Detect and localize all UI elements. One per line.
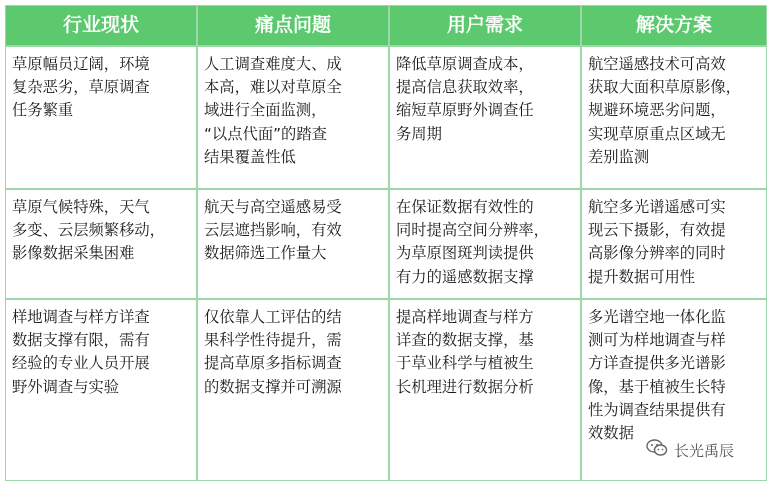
- table-cell: 航空多光谱遥感可实 现云下摄影，有效提 高影像分辨率的同时 提升数据可用性: [588, 198, 726, 286]
- header-user-needs: 用户需求: [390, 6, 580, 45]
- table-cell: 草原幅员辽阔，环境 复杂恶劣，草原调查 任务繁重: [12, 55, 150, 120]
- comparison-table: [5, 5, 767, 481]
- header-solutions: 解决方案: [582, 6, 766, 45]
- table-cell: 人工调查难度大、成 本高，难以对草原全 域进行全面监测， “以点代面”的踏查 结果覆盖性低: [204, 55, 342, 166]
- wechat-icon: [646, 439, 668, 461]
- table-cell: 草原气候特殊，天气 多变、云层频繁移动， 影像数据采集困难: [12, 198, 165, 263]
- table-cell: 仅依靠人工评估的结 果科学性待提升，需 提高草原多指标调查 的数据支撑并可溯源: [204, 308, 342, 396]
- table-cell: 在保证数据有效性的 同时提高空间分辨率， 为草原图斑判读提供 有力的遥感数据支撑: [396, 198, 549, 286]
- table-cell: 降低草原调查成本， 提高信息获取效率， 缩短草原野外调查任 务周期: [396, 55, 534, 143]
- header-pain-points: 痛点问题: [198, 6, 388, 45]
- header-industry-status: 行业现状: [6, 6, 196, 45]
- watermark: [642, 438, 738, 462]
- table-cell: 航天与高空遥感易受 云层遮挡影响，有效 数据筛选工作量大: [204, 198, 342, 263]
- table-cell: 样地调查与样方详查 数据支撑有限，需有 经验的专业人员开展 野外调查与实验: [12, 308, 150, 396]
- watermark-text: 长光禹辰: [673, 441, 734, 460]
- table-cell: 多光谱空地一体化监 测可为样地调查与样 方详查提供多光谱影 像，基于植被生长特 性为调查结果提供有 效数据: [588, 308, 726, 443]
- table-cell: 航空遥感技术可高效 获取大面积草原影像， 规避环境恶劣问题， 实现草原重点区域无 差别监测: [588, 55, 741, 166]
- table-cell: 提高样地调查与样方 详查的数据支撑，基 于草业科学与植被生 长机理进行数据分析: [396, 308, 534, 396]
